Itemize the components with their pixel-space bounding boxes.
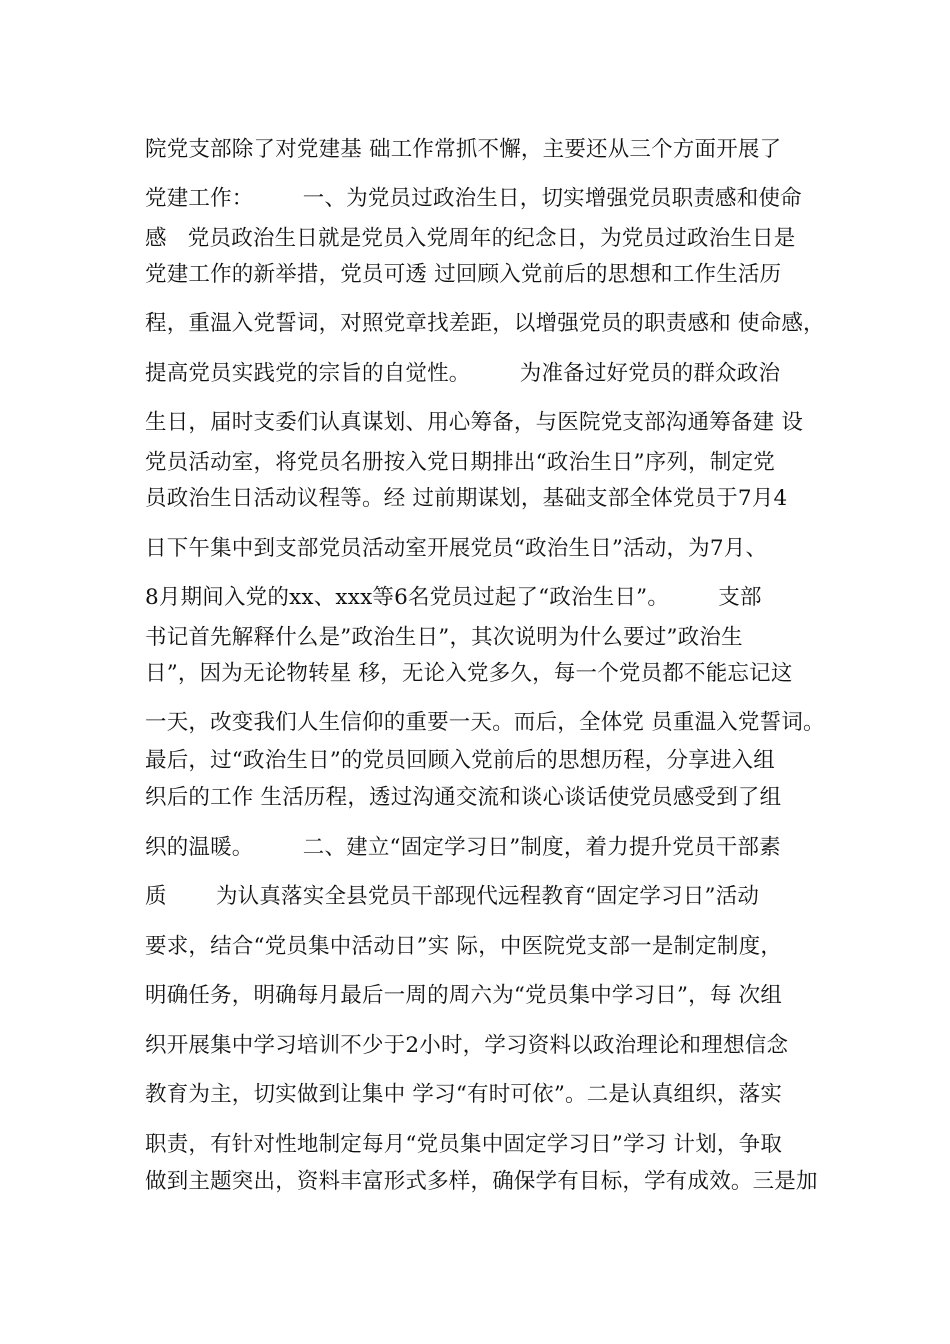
text-line: 提高党员实践党的宗旨的自觉性。 为准备过好党员的群众政治	[145, 361, 781, 386]
text-line: 8月期间入党的xx、xxx等6名党员过起了“政治生日”。 支部	[145, 585, 762, 610]
text-line: 织后的工作 生活历程，透过沟通交流和谈心谈话使党员感受到了组	[145, 785, 782, 810]
text-line: 一天，改变我们人生信仰的重要一天。而后，全体党 员重温入党誓词。	[145, 710, 825, 735]
text-line: 最后，过“政治生日”的党员回顾入党前后的思想历程，分享进入组	[145, 748, 775, 773]
text-line: 教育为主，切实做到让集中 学习“有时可依”。二是认真组织，落实	[145, 1082, 783, 1107]
text-line: 党建工作： 一、为党员过政治生日，切实增强党员职责感和使命	[145, 186, 802, 211]
text-line: 做到主题突出，资料丰富形式多样，确保学有目标，学有成效。三是加	[145, 1169, 818, 1194]
text-line: 党员活动室，将党员名册按入党日期排出“政治生日”序列，制定党	[145, 450, 775, 475]
text-line: 生日，届时支委们认真谋划、用心筹备，与医院党支部沟通筹备建 设	[145, 410, 804, 435]
text-line: 明确任务，明确每月最后一周的周六为“党员集中学习日”，每 次组	[145, 983, 783, 1008]
text-line: 职责，有针对性地制定每月“党员集中固定学习日”学习 计划，争取	[145, 1132, 783, 1157]
text-line: 织的温暖。 二、建立“固定学习日”制度，着力提升党员干部素	[145, 835, 781, 860]
text-line: 织开展集中学习培训不少于2小时，学习资料以政治理论和理想信念	[145, 1033, 789, 1058]
text-line: 程，重温入党誓词，对照党章找差距，以增强党员的职责感和 使命感，	[145, 311, 825, 336]
text-line: 日”，因为无论物转星 移，无论入党多久，每一个党员都不能忘记这	[145, 661, 793, 686]
text-line: 要求，结合“党员集中活动日”实 际，中医院党支部一是制定制度，	[145, 934, 783, 959]
text-line: 院党支部除了对党建基 础工作常抓不懈，主要还从三个方面开展了	[145, 137, 782, 162]
text-line: 感 党员政治生日就是党员入党周年的纪念日，为党员过政治生日是	[145, 226, 796, 251]
text-line: 党建工作的新举措，党员可透 过回顾入党前后的思想和工作生活历	[145, 262, 782, 287]
text-line: 日下午集中到支部党员活动室开展党员“政治生日”活动，为7月、	[145, 536, 768, 561]
text-line: 质 为认真落实全县党员干部现代远程教育“固定学习日”活动	[145, 884, 760, 909]
text-line: 书记首先解释什么是”政治生日”，其次说明为什么要过”政治生	[145, 625, 743, 650]
text-line: 员政治生日活动议程等。经 过前期谋划，基础支部全体党员于7月4	[145, 486, 788, 511]
